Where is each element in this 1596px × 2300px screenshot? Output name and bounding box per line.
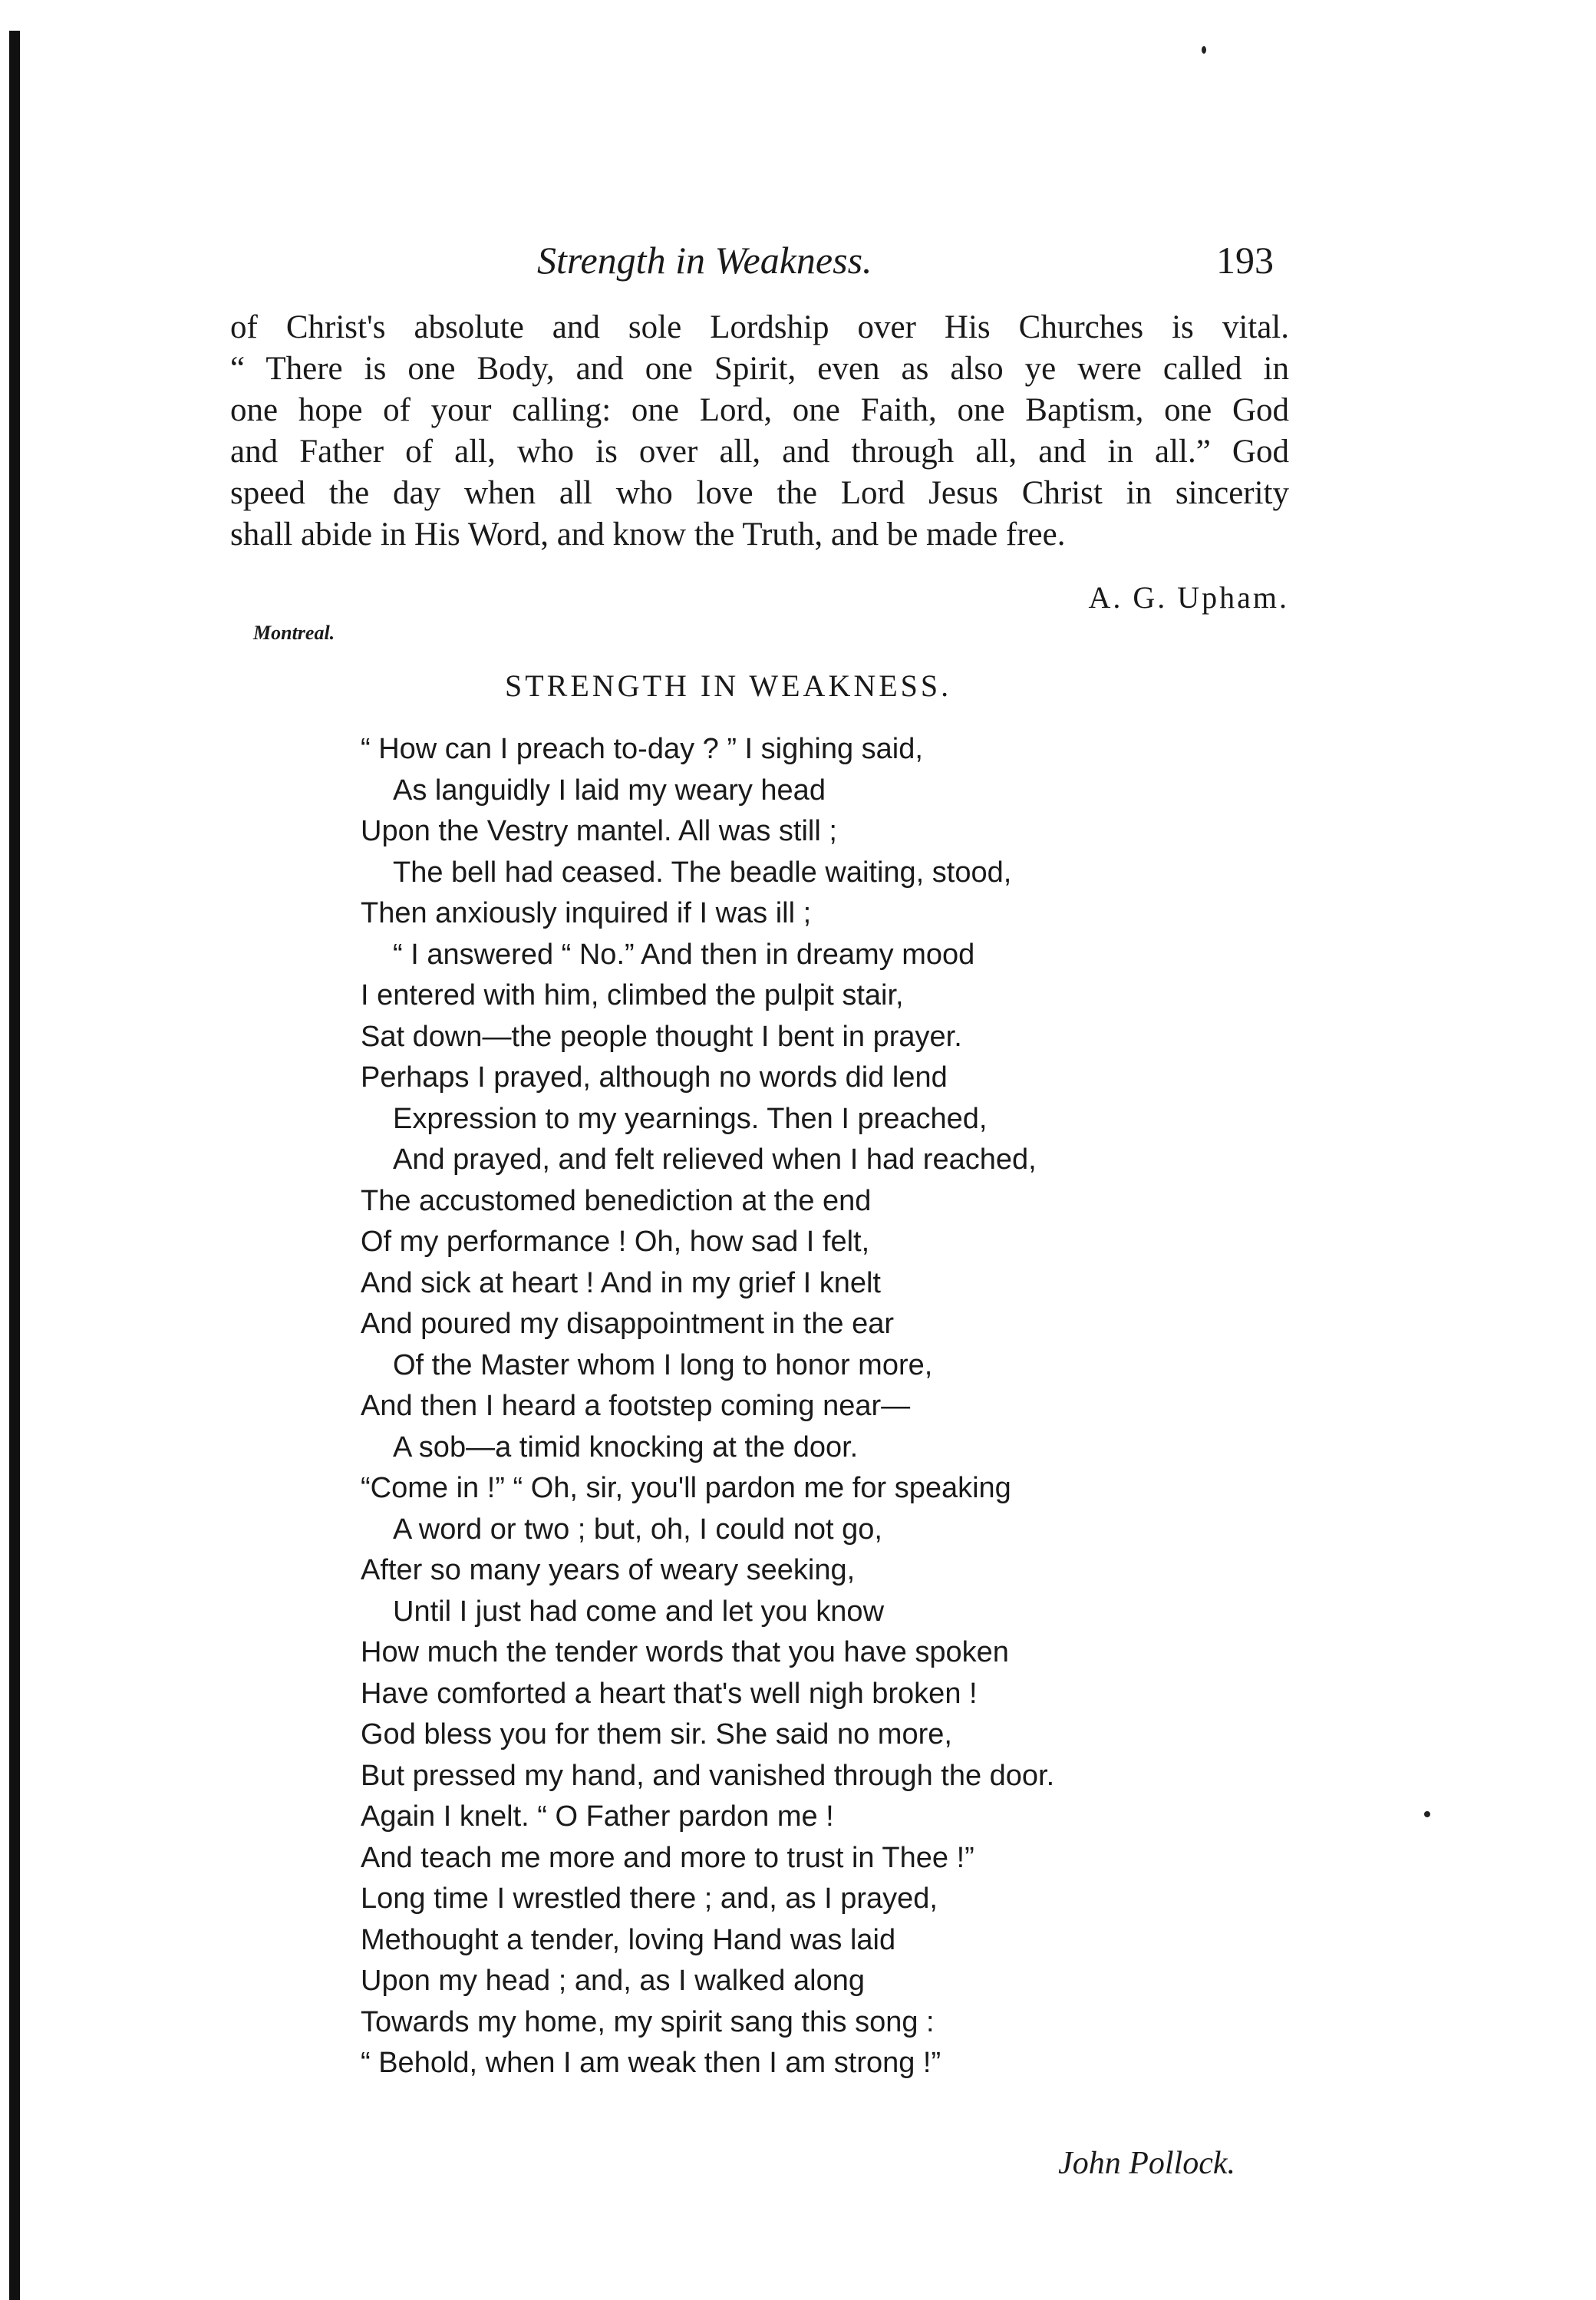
prose-line: and Father of all, who is over all, and through all, and in all.” God [230,434,1289,470]
poem-line: Expression to my yearnings. Then I preached, [393,1102,988,1135]
poem-line: And poured my disappointment in the ear [361,1308,894,1340]
poem-line: After so many years of weary seeking, [361,1554,856,1586]
prose-line: one hope of your calling: one Lord, one Faith, one Baptism, one God [230,392,1289,428]
poem-line: Of the Master whom I long to honor more, [393,1348,933,1381]
poem-line: Of my performance ! Oh, how sad I felt, [361,1226,870,1258]
poem-line: “ How can I preach to-day ? ” I sighing said, [361,733,923,765]
poem-line: And then I heard a footstep coming near— [361,1390,911,1422]
poem-line: The accustomed benediction at the end [361,1184,872,1217]
poem-line: Sat down—the people thought I bent in prayer. [361,1020,962,1053]
poem-line: Upon the Vestry mantel. All was still ; [361,815,837,847]
poem-line: Methought a tender, loving Hand was laid [361,1923,896,1956]
poem-line: Long time I wrestled there ; and, as I prayed, [361,1883,938,1915]
poem-line: “ Behold, when I am weak then I am strong !” [361,2047,941,2079]
poem-line: Again I knelt. “ O Father pardon me ! [361,1800,834,1833]
binding-edge [9,31,20,2300]
prose-line: shall abide in His Word, and know the Truth, and be made free. [230,516,1066,553]
print-speck [1202,46,1206,54]
poem-line: But pressed my hand, and vanished through the door. [361,1759,1055,1792]
poem-line: Towards my home, my spirit sang this song : [361,2005,935,2038]
prose-signature: A. G. Upham. [1088,580,1289,615]
prose-line: “ There is one Body, and one Spirit, even as also ye were called in [230,351,1289,387]
page-number: 193 [1216,239,1274,282]
poem-line: I entered with him, climbed the pulpit stair, [361,979,904,1011]
poem-line: Until I just had come and let you know [393,1595,885,1628]
poem-author: John Pollock. [1058,2146,1235,2181]
poem-body [361,729,1243,2084]
poem-line: And prayed, and felt relieved when I had reached, [393,1143,1037,1176]
poem-line: How much the tender words that you have spoken [361,1636,1009,1668]
poem-title: STRENGTH IN WEAKNESS. [505,668,952,703]
poem-line: And sick at heart ! And in my grief I knelt [361,1266,881,1299]
poem-line: And teach me more and more to trust in Thee !” [361,1841,974,1874]
poem-line: God bless you for them sir. She said no more, [361,1718,952,1751]
dateline: Montreal. [253,622,335,644]
poem-line: “ I answered “ No.” And then in dreamy mood [393,938,975,971]
page-header [230,230,1289,292]
poem-line: Upon my head ; and, as I walked along [361,1965,865,1997]
poem-line: Have comforted a heart that's well nigh broken ! [361,1677,978,1710]
poem-line: As languidly I laid my weary head [393,774,826,807]
poem-line: The bell had ceased. The beadle waiting, stood, [393,856,1012,889]
prose-line: speed the day when all who love the Lord Jesus Christ in sincerity [230,475,1289,511]
print-speck [1424,1811,1430,1817]
poem-line: A sob—a timid knocking at the door. [393,1430,859,1463]
running-head: Strength in Weakness. [537,239,872,282]
prose-line: of Christ's absolute and sole Lordship over His Churches is vital. [230,309,1289,345]
poem-line: A word or two ; but, oh, I could not go, [393,1513,882,1546]
poem-line: “Come in !” “ Oh, sir, you'll pardon me for speaking [361,1472,1011,1504]
poem-line: Then anxiously inquired if I was ill ; [361,897,812,929]
poem-line: Perhaps I prayed, although no words did lend [361,1061,948,1094]
prose-paragraph [230,307,1289,556]
